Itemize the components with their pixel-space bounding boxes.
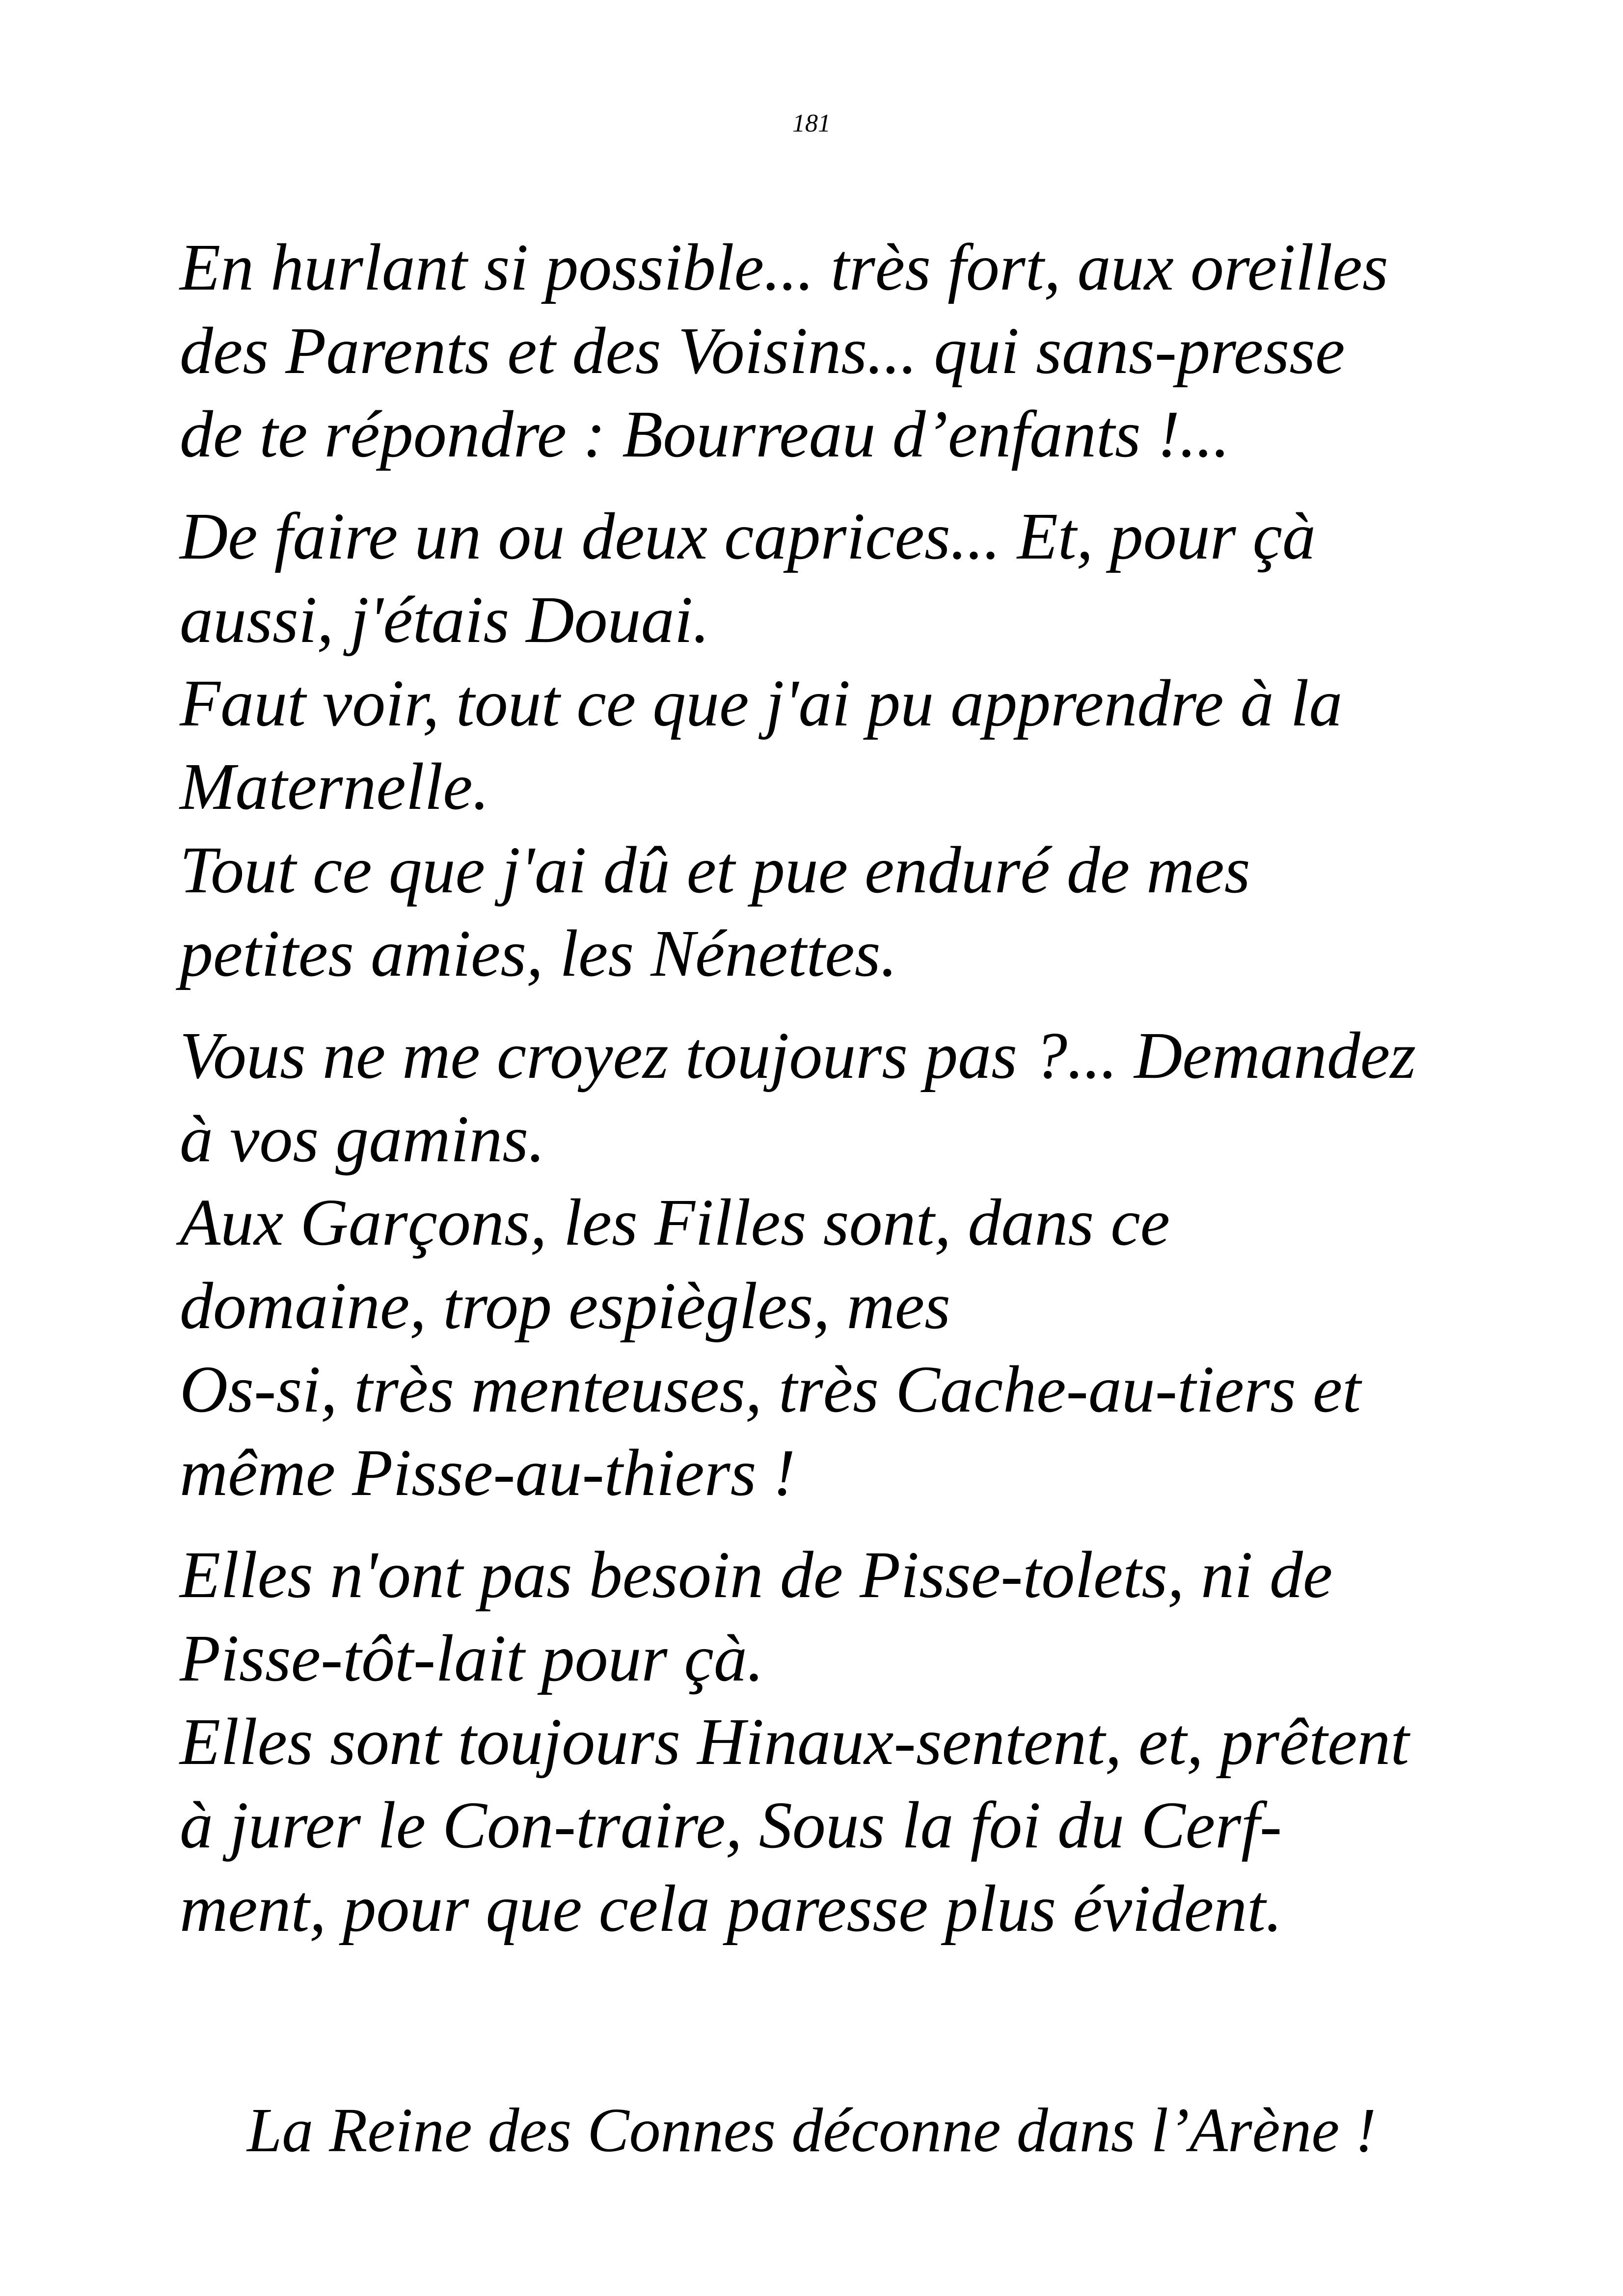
paragraph-4 (180, 1533, 1544, 1950)
text-line: Elles sont toujours Hinaux-sentent, et, prêtent (180, 1705, 1409, 1779)
text-line: ment, pour que cela paresse plus évident. (180, 1872, 1282, 1946)
paragraph-3 (180, 1014, 1544, 1515)
paragraph-1 (180, 226, 1544, 476)
text-line: Aux Garçons, les Filles sont, dans ce (180, 1186, 1170, 1259)
text-line: Elles n'ont pas besoin de Pisse-tolets, ni de (180, 1538, 1333, 1612)
text-body (180, 226, 1544, 1969)
text-line: de te répondre : Bourreau d’enfants !... (180, 398, 1230, 471)
text-line: des Parents et des Voisins... qui sans-presse (180, 314, 1345, 388)
page-number: 181 (792, 109, 831, 137)
text-line: Maternelle. (180, 750, 489, 824)
text-line: Tout ce que j'ai dû et pue enduré de mes (180, 833, 1250, 907)
text-line: domaine, trop espiègles, mes (180, 1269, 951, 1343)
text-line: Faut voir, tout ce que j'ai pu apprendre à la (180, 667, 1343, 740)
text-line: Vous ne me croyez toujours pas ?... Demandez (180, 1019, 1416, 1093)
text-line: En hurlant si possible... très fort, aux oreilles (180, 231, 1388, 304)
paragraph-2 (180, 495, 1544, 995)
text-line: même Pisse-au-thiers ! (180, 1436, 795, 1510)
text-line: Os-si, très menteuses, très Cache-au-tiers et (180, 1353, 1361, 1426)
text-line: De faire un ou deux caprices... Et, pour çà (180, 500, 1316, 573)
closing-line: La Reine des Connes déconne dans l’Arène ! (247, 2095, 1376, 2165)
text-line: Pisse-tôt-lait pour çà. (180, 1622, 764, 1695)
text-line: petites amies, les Nénettes. (180, 917, 897, 990)
text-line: à vos gamins. (180, 1102, 545, 1176)
text-line: à jurer le Con-traire, Sous la foi du Cerf- (180, 1789, 1282, 1862)
text-line: aussi, j'étais Douai. (180, 583, 710, 657)
